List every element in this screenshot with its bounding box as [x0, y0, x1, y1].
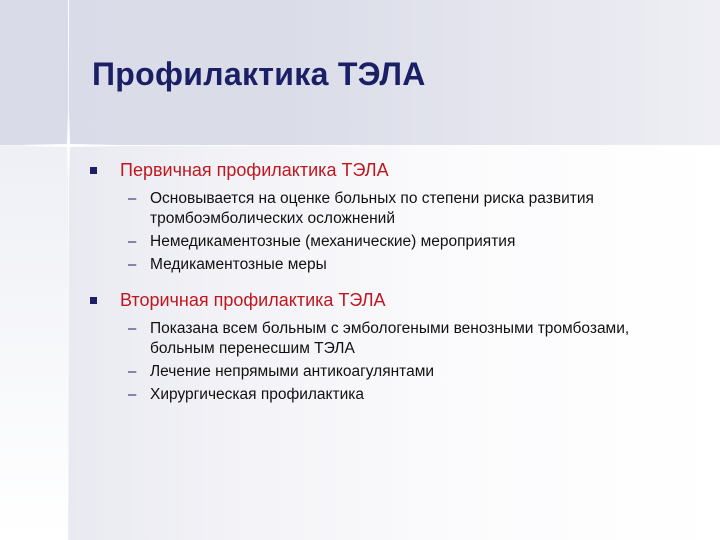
list-item-text: Немедикаментозные (механические) мероприятия	[150, 233, 516, 250]
list-item-text: Хирургическая профилактика	[150, 386, 365, 403]
dash-bullet-icon: –	[128, 256, 137, 273]
list-item	[90, 255, 690, 275]
square-bullet-icon	[90, 297, 97, 304]
slide-title: Профилактика ТЭЛА	[92, 56, 426, 92]
list-item-text: Основывается на оценке больных по степени риска развития тромбоэмболических осложнений	[150, 190, 594, 227]
section-primary-prophylaxis	[90, 159, 690, 275]
bullet-level1	[90, 289, 690, 311]
sub-bullet-list	[90, 319, 690, 405]
decorative-vertical-line	[68, 0, 69, 540]
bullet-level1	[90, 159, 690, 181]
list-item-text: Лечение непрямыми антикоагулянтами	[150, 363, 435, 380]
dash-bullet-icon: –	[128, 386, 137, 403]
list-item	[90, 385, 690, 405]
list-item-text: Медикаментозные меры	[150, 256, 327, 273]
list-item	[90, 319, 690, 359]
section-heading: Первичная профилактика ТЭЛА	[120, 160, 389, 180]
dash-bullet-icon: –	[128, 320, 137, 337]
list-item	[90, 362, 690, 382]
section-secondary-prophylaxis	[90, 289, 690, 405]
sparkle-icon-horizontal	[20, 144, 120, 147]
list-item	[90, 232, 690, 252]
list-item	[90, 189, 690, 229]
dash-bullet-icon: –	[128, 190, 137, 207]
sub-bullet-list	[90, 189, 690, 275]
dash-bullet-icon: –	[128, 363, 137, 380]
slide-content	[90, 159, 690, 419]
list-item-text: Показана всем больным с эмбологеными венозными тромбозами, больным перенесшим ТЭЛА	[150, 320, 630, 357]
section-heading: Вторичная профилактика ТЭЛА	[120, 290, 386, 310]
dash-bullet-icon: –	[128, 233, 137, 250]
square-bullet-icon	[90, 167, 97, 174]
